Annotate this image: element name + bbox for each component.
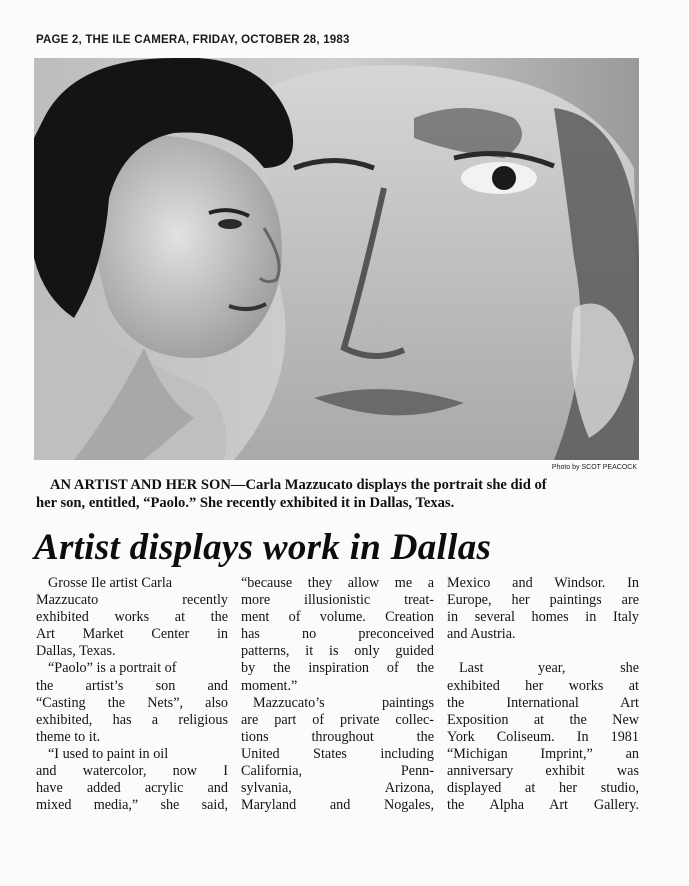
article-text-line: “because they allow me a	[241, 575, 434, 591]
artist-portrait-photo	[34, 58, 639, 460]
article-text-line: and Austria.	[447, 626, 516, 643]
article-text-line: by the inspiration of the	[241, 660, 434, 677]
article-text-line: Mexico and Windsor. In	[447, 575, 639, 591]
article-text-line: the International Art	[447, 694, 639, 711]
article-text-line: exhibited, has a religious	[36, 711, 228, 728]
article-text-line: Grosse Ile artist Carla	[48, 575, 173, 591]
photo-caption	[36, 476, 642, 512]
article-text-line: more illusionistic treat-	[241, 592, 434, 609]
article-column-2	[241, 575, 434, 814]
caption-line: AN ARTIST AND HER SON—Carla Mazzucato displays the portrait she did of	[50, 477, 547, 493]
article-text-line: sylvania, Arizona,	[241, 780, 434, 797]
article-text-line: “Paolo” is a portrait of	[48, 660, 177, 677]
article-text-line: moment.”	[241, 677, 298, 694]
article-text-line: Mazzucato’s paintings	[253, 694, 434, 711]
article-text-line: Europe, her paintings are	[447, 592, 639, 609]
caption-line: her son, entitled, “Paolo.” She recently exhibited it in Dallas, Texas.	[36, 495, 455, 511]
article-text-line: mixed media,” she said,	[36, 797, 228, 814]
article-text-line: in several homes in Italy	[447, 609, 639, 626]
article-text-line: “Michigan Imprint,” an	[447, 745, 639, 762]
page-folio: PAGE 2, THE ILE CAMERA, FRIDAY, OCTOBER 28, 1983	[36, 34, 350, 46]
article-text-line: Maryland and Nogales,	[241, 797, 434, 814]
article-text-line: ment of volume. Creation	[241, 609, 434, 626]
news-photo	[34, 58, 639, 460]
article-text-line: California, Penn-	[241, 763, 434, 780]
article-text-line: Last year, she	[459, 660, 639, 677]
article-text-line: “I used to paint in oil	[48, 745, 169, 762]
article-text-line: and watercolor, now I	[36, 763, 228, 780]
article-column-1	[36, 575, 228, 814]
article-text-line: are part of private collec-	[241, 711, 434, 728]
article-text-line: exhibited her works at	[447, 677, 639, 694]
article-text-line: the artist’s son and	[36, 677, 228, 694]
article-text-line: United States including	[241, 745, 434, 762]
paragraph-gap	[447, 643, 639, 660]
article-text-line: tions throughout the	[241, 728, 434, 745]
article-text-line: Dallas, Texas.	[36, 643, 116, 660]
article-text-line: “Casting the Nets”, also	[36, 694, 228, 711]
article-text-line: Mazzucato recently	[36, 592, 228, 609]
article-text-line: exhibited works at the	[36, 609, 228, 626]
article-text-line: Art Market Center in	[36, 626, 228, 643]
article-text-line: the Alpha Art Gallery.	[447, 797, 639, 814]
article-text-line: has no preconceived	[241, 626, 434, 643]
article-text-line: York Coliseum. In 1981	[447, 728, 639, 745]
photo-credit: Photo by SCOT PEACOCK	[551, 464, 637, 471]
article-text-line: Exposition at the New	[447, 711, 639, 728]
article-text-line: patterns, it is only guided	[241, 643, 434, 660]
article-text-line: theme to it.	[36, 728, 101, 745]
article-headline: Artist displays work in Dallas	[34, 527, 492, 568]
article-text-line: displayed at her studio,	[447, 780, 639, 797]
article-column-3	[447, 575, 639, 814]
article-text-line: anniversary exhibit was	[447, 763, 639, 780]
article-text-line: have added acrylic and	[36, 780, 228, 797]
